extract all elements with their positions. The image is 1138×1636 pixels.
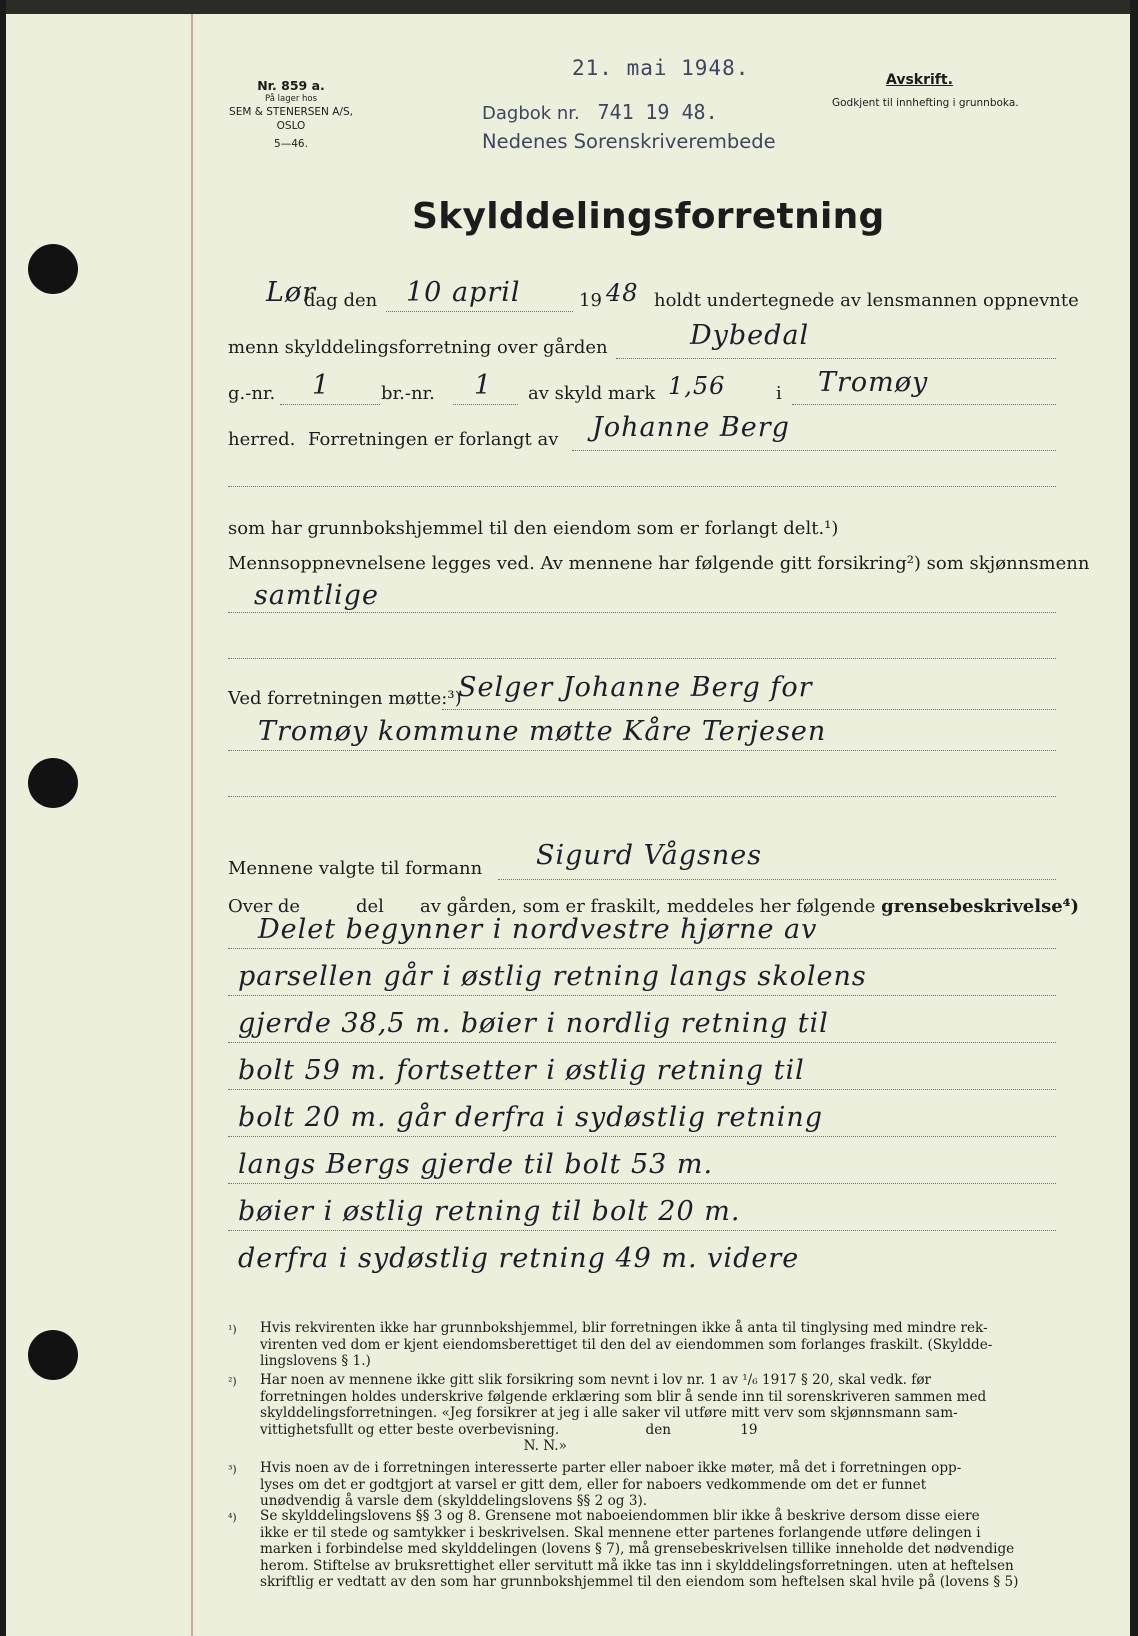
gnr-label: g.-nr.: [228, 383, 276, 404]
dotline: [442, 709, 1056, 710]
dagbok-line: [482, 100, 718, 124]
footnote-3-line: lyses om det er godtgjort at varsel er gitt dem, eller for naboers vedkommende om det er funnet: [260, 1476, 927, 1493]
dotline: [228, 1089, 1056, 1090]
attendees-label: Ved forretningen møtte:³): [228, 688, 462, 709]
description-line-1: Delet begynner i nordvestre hjørne av: [258, 914, 818, 945]
footnote-1: [260, 1320, 1060, 1370]
footnote-2-number: ²): [228, 1375, 237, 1388]
dotline: [228, 1136, 1056, 1137]
description-line-6: langs Bergs gjerde til bolt 53 m.: [238, 1149, 714, 1180]
farm-name-handwritten: Dybedal: [690, 320, 810, 351]
footnote-2-line: N. N.»: [260, 1438, 567, 1454]
over-de-label: Over de: [228, 896, 301, 917]
description-line-2: parsellen går i østlig retning langs skolens: [238, 961, 867, 992]
herred-label: herred.: [228, 429, 296, 450]
footnote-1-number: ¹): [228, 1323, 237, 1336]
punch-hole-2: [28, 758, 78, 808]
footnote-4: [260, 1508, 1060, 1591]
description-line-8: derfra i sydøstlig retning 49 m. videre: [238, 1243, 800, 1274]
gnr-handwritten: 1: [312, 370, 331, 401]
footnote-4-line: herom. Stiftelse av bruksrettighet eller servitutt må ikke tas inn i skylddelingsforretningen. uten at heftelsen: [260, 1557, 1014, 1574]
footnote-2: [260, 1372, 1060, 1455]
page-title: Skylddelingsforretning: [412, 196, 885, 237]
footnote-4-line: ikke er til stede og samtykker i beskrivelsen. Skal mennene etter partenes forlangende utføre delingen i: [260, 1524, 981, 1541]
dotline: [386, 311, 573, 312]
copy-title: Avskrift.: [886, 72, 953, 88]
footnote-4-line: Se skylddelingslovens §§ 3 og 8. Grensene mot naboeiendommen blir ikke å beskrive dersom disse eiere: [260, 1508, 980, 1524]
footnote-3-number: ³): [228, 1463, 237, 1476]
margin-rule: [191, 14, 193, 1636]
dotline: [228, 948, 1056, 949]
dotline-empty: [228, 796, 1056, 797]
dotline: [228, 612, 1056, 613]
description-line-7: bøier i østlig retning til bolt 20 m.: [238, 1196, 741, 1227]
footnote-4-line: marken i forbindelse med skylddelingen (lovens § 7), må grensebeskrivelsen tillike inneholde det nødvendige: [260, 1541, 1015, 1557]
dotline: [453, 404, 518, 405]
dotline: [228, 1183, 1056, 1184]
weekday-handwritten: Lør: [266, 277, 317, 308]
print-date: 5—46.: [274, 138, 308, 150]
footnote-1-line: lingslovens § 1.): [260, 1353, 371, 1369]
footnote-2-line: forretningen holdes underskrive følgende erklæring som blir å sende inn til sorenskriveren sammen med: [260, 1388, 987, 1405]
dotline: [280, 404, 380, 405]
skyld-label: av skyld mark: [528, 383, 656, 404]
assessors-handwritten: samtlige: [254, 580, 379, 611]
scan-top-edge: [6, 0, 1130, 14]
document-page: [6, 0, 1130, 1636]
attendees-handwritten-2: Tromøy kommune møtte Kåre Terjesen: [258, 716, 827, 747]
footnote-1-line: Hvis rekvirenten ikke har grunnbokshjemmel, blir forretningen ikke å anta til tinglysing med mindre rek-: [260, 1320, 988, 1336]
brnr-handwritten: 1: [474, 370, 493, 401]
description-line-3: gjerde 38,5 m. bøier i nordlig retning til: [238, 1008, 829, 1039]
dotline: [228, 1042, 1056, 1043]
description-line-5: bolt 20 m. går derfra i sydøstlig retning: [238, 1102, 824, 1133]
year-handwritten: 48: [606, 279, 639, 307]
line1-dag-den: dag den: [304, 290, 378, 311]
line1-rest: holdt undertegnede av lensmannen oppnevnte: [654, 290, 1079, 311]
del-label: del: [356, 896, 384, 917]
publisher-line2: SEM & STENERSEN A/S, OSLO: [229, 106, 353, 132]
line2-text: menn skylddelingsforretning over gården: [228, 337, 608, 358]
dotline: [616, 358, 1056, 359]
form-info: [216, 78, 366, 151]
line4-text: Forretningen er forlangt av: [308, 429, 559, 450]
footnote-2-line: vittighetsfullt og etter beste overbevisning. den 19: [260, 1421, 758, 1438]
line6-text: Mennsoppnevnelsene legges ved. Av mennene har følgende gitt forsikring²) som skjønnsmenn: [228, 553, 1090, 574]
date-handwritten: 10 april: [406, 277, 521, 308]
dotline: [228, 1230, 1056, 1231]
footnote-2-line: Har noen av mennene ikke gitt slik forsikring som nevnt i lov nr. 1 av ¹/₆ 1917 § 20, skal vedk. før: [260, 1372, 932, 1388]
line11-text: av gården, som er fraskilt, meddeles her følgende: [420, 896, 876, 917]
line11-bold: grensebeskrivelse⁴): [881, 896, 1080, 917]
brnr-label: br.-nr.: [381, 383, 435, 404]
description-line-4: bolt 59 m. fortsetter i østlig retning til: [238, 1055, 805, 1086]
footnote-3-line: unødvendig å varsle dem (skylddelingslovens §§ 2 og 3).: [260, 1493, 648, 1509]
attendees-handwritten-1: Selger Johanne Berg for: [458, 672, 813, 703]
line5-text: som har grunnbokshjemmel til den eiendom som er forlangt delt.¹): [228, 518, 839, 539]
dotline-empty: [228, 486, 1056, 487]
chairman-handwritten: Sigurd Vågsnes: [536, 840, 763, 871]
herred-handwritten: Tromøy: [818, 367, 929, 398]
publisher-line1: På lager hos: [264, 94, 318, 104]
footnote-4-line: skriftlig er vedtatt av den som har grunnbokshjemmel til den eiendom som heftelsen skal hvile på (lovens § 5): [260, 1574, 1019, 1590]
dagbok-number: 741: [597, 100, 634, 124]
year-prefix: 19: [579, 290, 602, 311]
i-label: i: [776, 383, 782, 404]
copy-note: Godkjent til innhefting i grunnboka.: [832, 97, 1019, 109]
footnote-1-line: virenten ved dom er kjent eiendomsberettiget til den del av eiendommen som forlanges fraskilt. (Skyldde-: [260, 1336, 993, 1353]
date-stamp: 21. mai 1948.: [572, 56, 750, 80]
dotline: [228, 995, 1056, 996]
skyld-handwritten: 1,56: [668, 372, 726, 400]
form-number: Nr. 859 a.: [257, 78, 325, 93]
footnote-4-number: ⁴): [228, 1511, 237, 1524]
footnote-3: [260, 1460, 1060, 1510]
footnote-3-line: Hvis noen av de i forretningen interesserte parter eller naboer ikke møter, må det i forretningen opp-: [260, 1460, 962, 1476]
dagbok-label: Dagbok nr.: [482, 103, 580, 124]
chairman-label: Mennene valgte til formann: [228, 858, 483, 879]
dotline: [498, 879, 1056, 880]
punch-hole-3: [28, 1330, 78, 1380]
footnote-2-line: skylddelingsforretningen. «Jeg forsikrer at jeg i alle saker vil utføre mitt verv som skjønnsmann sam-: [260, 1405, 958, 1421]
punch-hole-1: [28, 244, 78, 294]
requester-handwritten: Johanne Berg: [592, 412, 790, 443]
office-stamp: Nedenes Sorenskriverembede: [482, 130, 776, 153]
dotline: [228, 750, 1056, 751]
dotline-empty: [228, 658, 1056, 659]
dotline: [792, 404, 1056, 405]
dotline: [572, 450, 1056, 451]
dagbok-year: 19 48.: [645, 100, 718, 124]
